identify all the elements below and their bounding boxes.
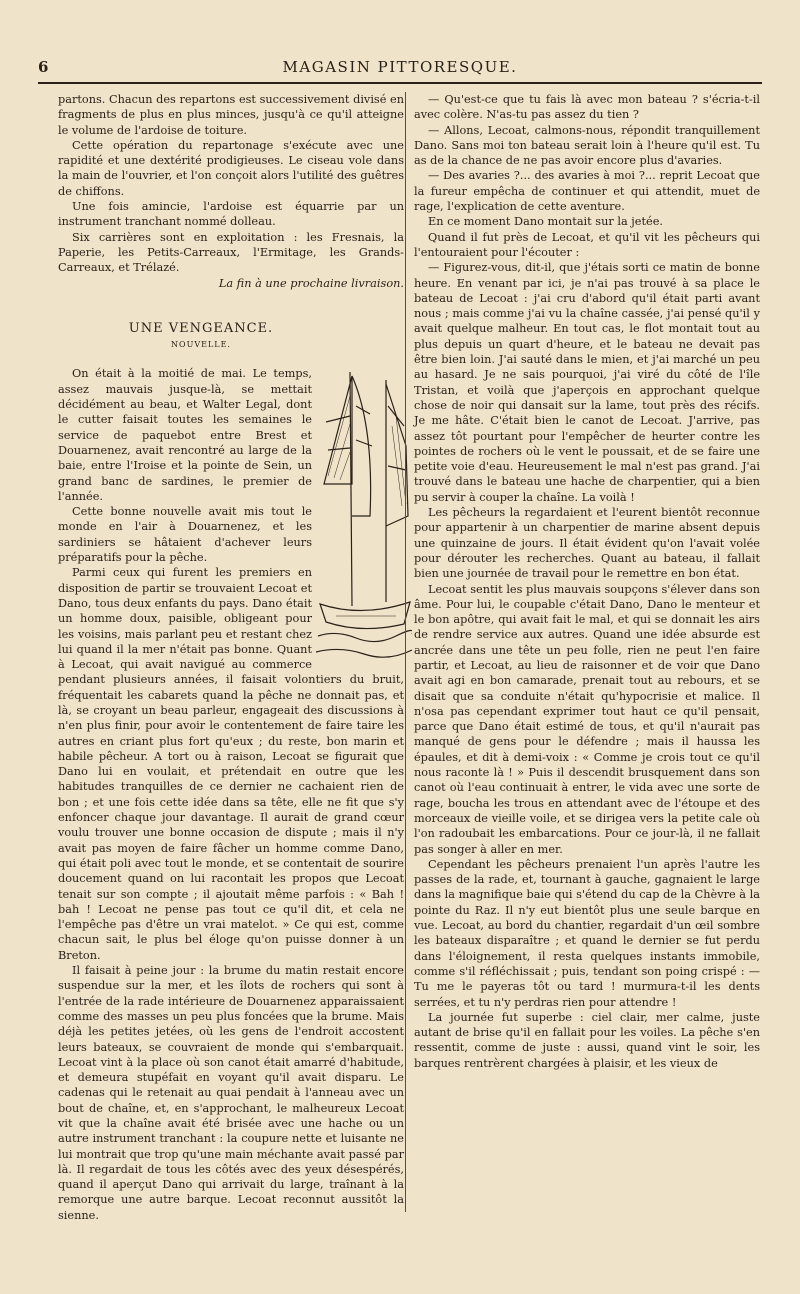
paragraph: Il faisait à peine jour : la brume du matin restait encore suspendue sur la mer, et les îlots de rochers qui sont à l'entrée de la rade intérieure de Douarnenez apparaissaient comme des masses un peu plus foncées que la brume. Mais déjà les petites jetées, où les gens de l'endroit accostent leurs bateaux, se couvraient de monde qui s'embarquait. Lecoat vint à la place où son canot était amarré d'habitude, et demeura stupéfait en voyant qu'il avait disparu. Le cadenas qui le retenait au quai pendait à l'anneau avec un bout de chaîne, et, en s'approchant, le malheureux Lecoat vit que la chaîne avait été brisée avec une hache ou un autre instrument tranchant : la coupure nette et luisante ne lui montrait que trop qu'une main méchante avait passé par là. Il regardait de tous les côtés avec des yeux désespérés, quand il aperçut Dano qui arrivait du large, traînant à la remorque une autre barque. Lecoat reconnut aussitôt la sienne. bbox=[58, 964, 404, 1222]
paragraph: Lecoat sentit les plus mauvais soupçons s'élever dans son âme. Pour lui, le coupable c'était Dano, Dano le menteur et le bon apôtre, qui avait fait le mal, et qui se donnait les airs de rendre service aux autres. Quand une idée absurde est ancrée dans une tête un peu folle, rien ne peut l'en faire partir, et Lecoat, au lieu de raisonner et de voir que Dano avait agi en bon camarade, prenait tout au rebours, et se disait que sa conduite n'était qu'hypocrisie et malice. Il n'osa pas cependant exprimer tout haut ce qu'il pensait, parce que Dano était estimé de tous, et qu'il n'aurait pas manqué de gens pour le défendre ; mais il haussa les épaules, et dit à demi-voix : « Comme je crois tout ce qu'il nous raconte là ! » Puis il descendit brusquement dans son canot où l'eau continuait à entrer, le vida avec une sorte de rage, boucha les trous en attendant avec de l'étoupe et des morceaux de vieille voile, et se dirigea vers la petite cale où l'on radoubait les embarcations. Pour ce jour-là, il ne fallait pas songer à aller en mer. bbox=[414, 582, 760, 856]
hatching-line bbox=[328, 396, 350, 480]
left-column bbox=[58, 92, 404, 1223]
page-header bbox=[38, 58, 762, 80]
paragraph: partons. Chacun des repartons est successivement divisé en fragments de plus en plus minces, jusqu'à ce qu'il atteigne le volume de l'ardoise de toiture. bbox=[58, 93, 404, 137]
story-title: UNE VENGEANCE. bbox=[128, 320, 274, 336]
hatching-line bbox=[392, 416, 406, 506]
header-rule bbox=[38, 82, 762, 84]
page-number: 6 bbox=[38, 58, 49, 76]
paragraph: On était à la moitié de mai. Le temps, assez mauvais jusque-là, se mettait décidément au beau, et Walter Legal, dont le cutter faisait toutes les semaines le service de paquebot entre Brest et Douarnenez, avait rencontré au large de la baie, entre l'Iroise et la pointe de Sein, un grand banc de sardines, le premier de l'année. bbox=[58, 367, 312, 503]
running-title: MAGASIN PITTORESQUE. bbox=[282, 58, 518, 76]
paragraph: — Allons, Lecoat, calmons-nous, répondit tranquillement Dano. Sans moi ton bateau serait loin à l'heure qu'il est. Tu as de la chance de ne pas avoir encore plus d'avaries. bbox=[414, 123, 760, 168]
paragraph: — Figurez-vous, dit-il, que j'étais sorti ce matin de bonne heure. En venant par ici, je n'ai pas trouvé à sa place le bateau de Lecoat : j'ai cru d'abord qu'il était parti avant nous ; mais comme j'ai vu la chaîne cassée, j'ai pensé qu'il y avait quelque malheur. En tout cas, le flot montait tout au plus depuis un quart d'heure, et le bateau ne devait pas être bien loin. J'ai sauté dans le mien, et j'ai marché un peu au hasard. Je ne sais pourquoi, j'ai viré du côté de l'île Tristan, et voilà que j'aperçois en approchant quelque chose de noir qui dansait sur la lame, tout près des récifs. Je me hâte. C'était bien le canot de Lecoat. J'arrive, pas assez tôt pourtant pour l'empêcher de heurter contre les pointes de rochers où le vent le poussait, et de se faire une petite voie d'eau. Heureusement le mal n'est pas grand. J'ai trouvé dans le bateau une hache de charpentier, qui a bien pu servir à couper la chaîne. La voilà ! bbox=[414, 261, 760, 504]
paragraph: Quand il fut près de Lecoat, et qu'il vit les pêcheurs qui l'entouraient pour l'écouter : bbox=[414, 230, 760, 259]
sail-shape bbox=[352, 376, 371, 516]
story-subtitle: NOUVELLE. bbox=[171, 340, 231, 350]
wave-line bbox=[316, 650, 412, 658]
paragraph: Cette bonne nouvelle avait mis tout le monde en l'air à Douarnenez, et les sardiniers se hâtaient d'achever leurs préparatifs pour la pêche. bbox=[58, 505, 312, 565]
paragraph: En ce moment Dano montait sur la jetée. bbox=[428, 215, 663, 229]
paragraph: Parmi ceux qui furent les premiers en disposition de partir se trouvaient Lecoat et Dano, tous deux enfants du pays. Dano était un homme doux, paisible, obligeant pour les voisins, mais parlant peu et restant chez lui quand il la mer n'était pas bonne. Quant à Lecoat, qui avait navigué au commerce pendant plusieurs années, il faisait volontiers du bruit, fréquentait les cabarets quand la pêche ne donnait pas, et là, se croyant un beau parleur, engageait des discussions à n'en plus finir, pour avoir le contentement de faire taire les autres en criant plus fort qu'eux ; du reste, bon marin et habile pêcheur. A tort ou à raison, Lecoat se figurait que Dano lui en voulait, et prétendait en outre que les habitudes tranquilles de ce dernier ne cachaient rien de bon ; et une fois cette idée dans sa tête, elle ne fit que s'y enfoncer chaque jour davantage. Il aurait de grand cœur voulu trouver une bonne occasion de dispute ; mais il n'y avait pas moyen de faire fâcher un homme comme Dano, qui était poli avec tout le monde, et se contentait de sourire doucement quand on lui racontait les propos que Lecoat tenait sur son compte ; il ajoutait même parfois : « Bah ! bah ! Lecoat ne pense pas tout ce qu'il dit, et cela ne l'empêche pas d'être un vrai matelot. » Ce qui est, comme chacun sait, le plus bel éloge qu'on puisse donner à un Breton. bbox=[58, 566, 404, 962]
sailboat-drawing bbox=[316, 366, 412, 666]
sail-shape bbox=[324, 376, 352, 484]
paragraph: Six carrières sont en exploitation : les Fresnais, la Paperie, les Petits-Carreaux, l'Ermitage, les Grands-Carreaux, et Trélazé. bbox=[58, 230, 404, 275]
wave-line bbox=[318, 631, 412, 642]
paragraph: — Qu'est-ce que tu fais là avec mon bateau ? s'écria-t-il avec colère. N'as-tu pas assez du tien ? bbox=[414, 93, 760, 122]
sailboat-illustration bbox=[316, 366, 412, 666]
paragraph: — Des avaries ?... des avaries à moi ?... reprit Lecoat que la fureur empêcha de continuer et qui attendit, muet de rage, l'explication de cette aventure. bbox=[414, 169, 760, 214]
column-divider bbox=[405, 92, 406, 1212]
paragraph: La journée fut superbe : ciel clair, mer calme, juste autant de brise qu'il en fallait pour les voiles. La pêche s'en ressentit, comme de juste : aussi, quand vint le soir, les barques rentrèrent chargées à plaisir, et les vieux de bbox=[414, 1010, 760, 1070]
paragraph: Une fois amincie, l'ardoise est équarrie par un instrument tranchant nommé dolleau. bbox=[58, 200, 404, 229]
paragraph: Les pêcheurs la regardaient et l'eurent bientôt reconnue pour appartenir à un charpentier de marine absent depuis une quinzaine de jours. Il était évident qu'on l'avait volée pour dérouter les recherches. Quant au bateau, il fallait bien une journée de travail pour le remettre en bon état. bbox=[414, 506, 760, 581]
hull-shape bbox=[320, 602, 410, 629]
continuation-note: La fin à une prochaine livraison. bbox=[218, 276, 404, 290]
right-column bbox=[414, 92, 760, 1071]
paragraph: Cependant les pêcheurs prenaient l'un après l'autre les passes de la rade, et, tournant à gauche, gagnaient le large dans la magnifique baie qui s'étend du cap de la Chèvre à la pointe du Raz. Il n'y eut bientôt plus une seule barque en vue. Lecoat, au bord du chantier, regardait d'un œil sombre les bateaux disparaître ; et quand le dernier se fut perdu dans l'éloignement, il resta quelques instants immobile, comme s'il réfléchissait ; puis, tendant son poing crispé : — Tu me le payeras tôt ou tard ! murmura-t-il les dents serrées, et tu n'y perdras rien pour attendre ! bbox=[414, 857, 760, 1009]
paragraph: Cette opération du repartonage s'exécute avec une rapidité et une dextérité prodigieuses. Le ciseau vole dans la main de l'ouvrier, et l'on conçoit alors l'utilité des guêtres de chiffons. bbox=[58, 138, 404, 198]
